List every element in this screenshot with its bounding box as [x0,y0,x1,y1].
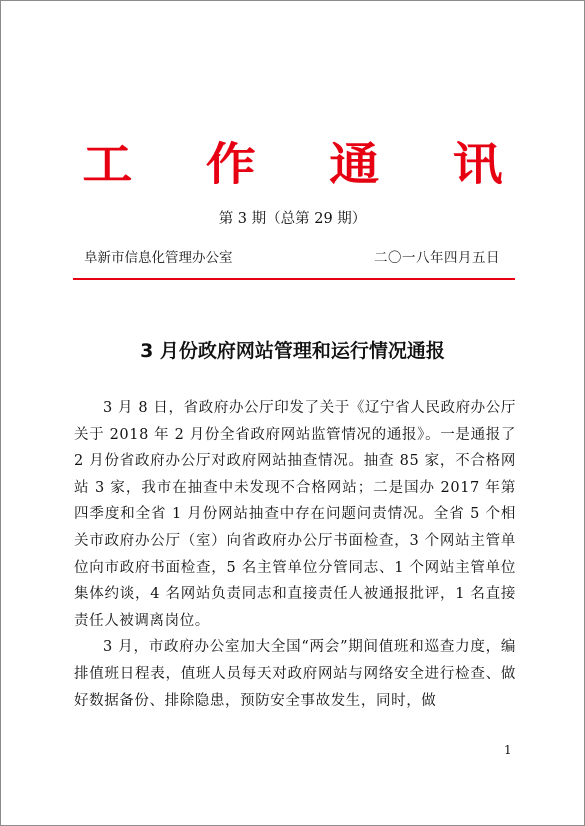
masthead-title: 工 作 通 讯 [82,137,531,191]
article-title: 3 月份政府网站管理和运行情况通报 [140,340,445,362]
publication-date: 二〇一八年四月五日 [374,250,500,266]
body-paragraph: 3 月 8 日，省政府办公厅印发了关于《辽宁省人民政府办公厅关于 2018 年 2 月份全省政府网站监管情况的通报》。一是通报了 2 月份省政府办公厅对政府网站抽查情况。抽查 85 家，不合格网站 3 家，我市在抽查中未发现不合格网站；二是国办 2017 年第四季度和全省 1 月份网站抽查中存在问题问责情况。全省 5 个相关市政府办公厅（室）向省政府办公厅书面检查，3 个网站主管单位向市政府书面检查，5 名主管单位分管同志、1 个网站主管单位集体约谈，4 名网站负责同志和直接责任人被通报批评，1 名直接责任人被调离岗位。 [74,400,516,629]
page-number: 1 [504,743,512,757]
body-paragraph: 3 月，市政府办公室加大全国“两会”期间值班和巡查力度，编排值班日程表，值班人员每天对政府网站与网络安全进行检查、做好数据备份、排除隐患，预防安全事故发生，同时，做 [74,639,516,709]
article-body [74,395,516,714]
issuing-organization: 阜新市信息化管理办公室 [84,250,233,266]
issue-number: 第 3 期（总第 29 期） [218,211,367,227]
red-divider [73,278,515,280]
